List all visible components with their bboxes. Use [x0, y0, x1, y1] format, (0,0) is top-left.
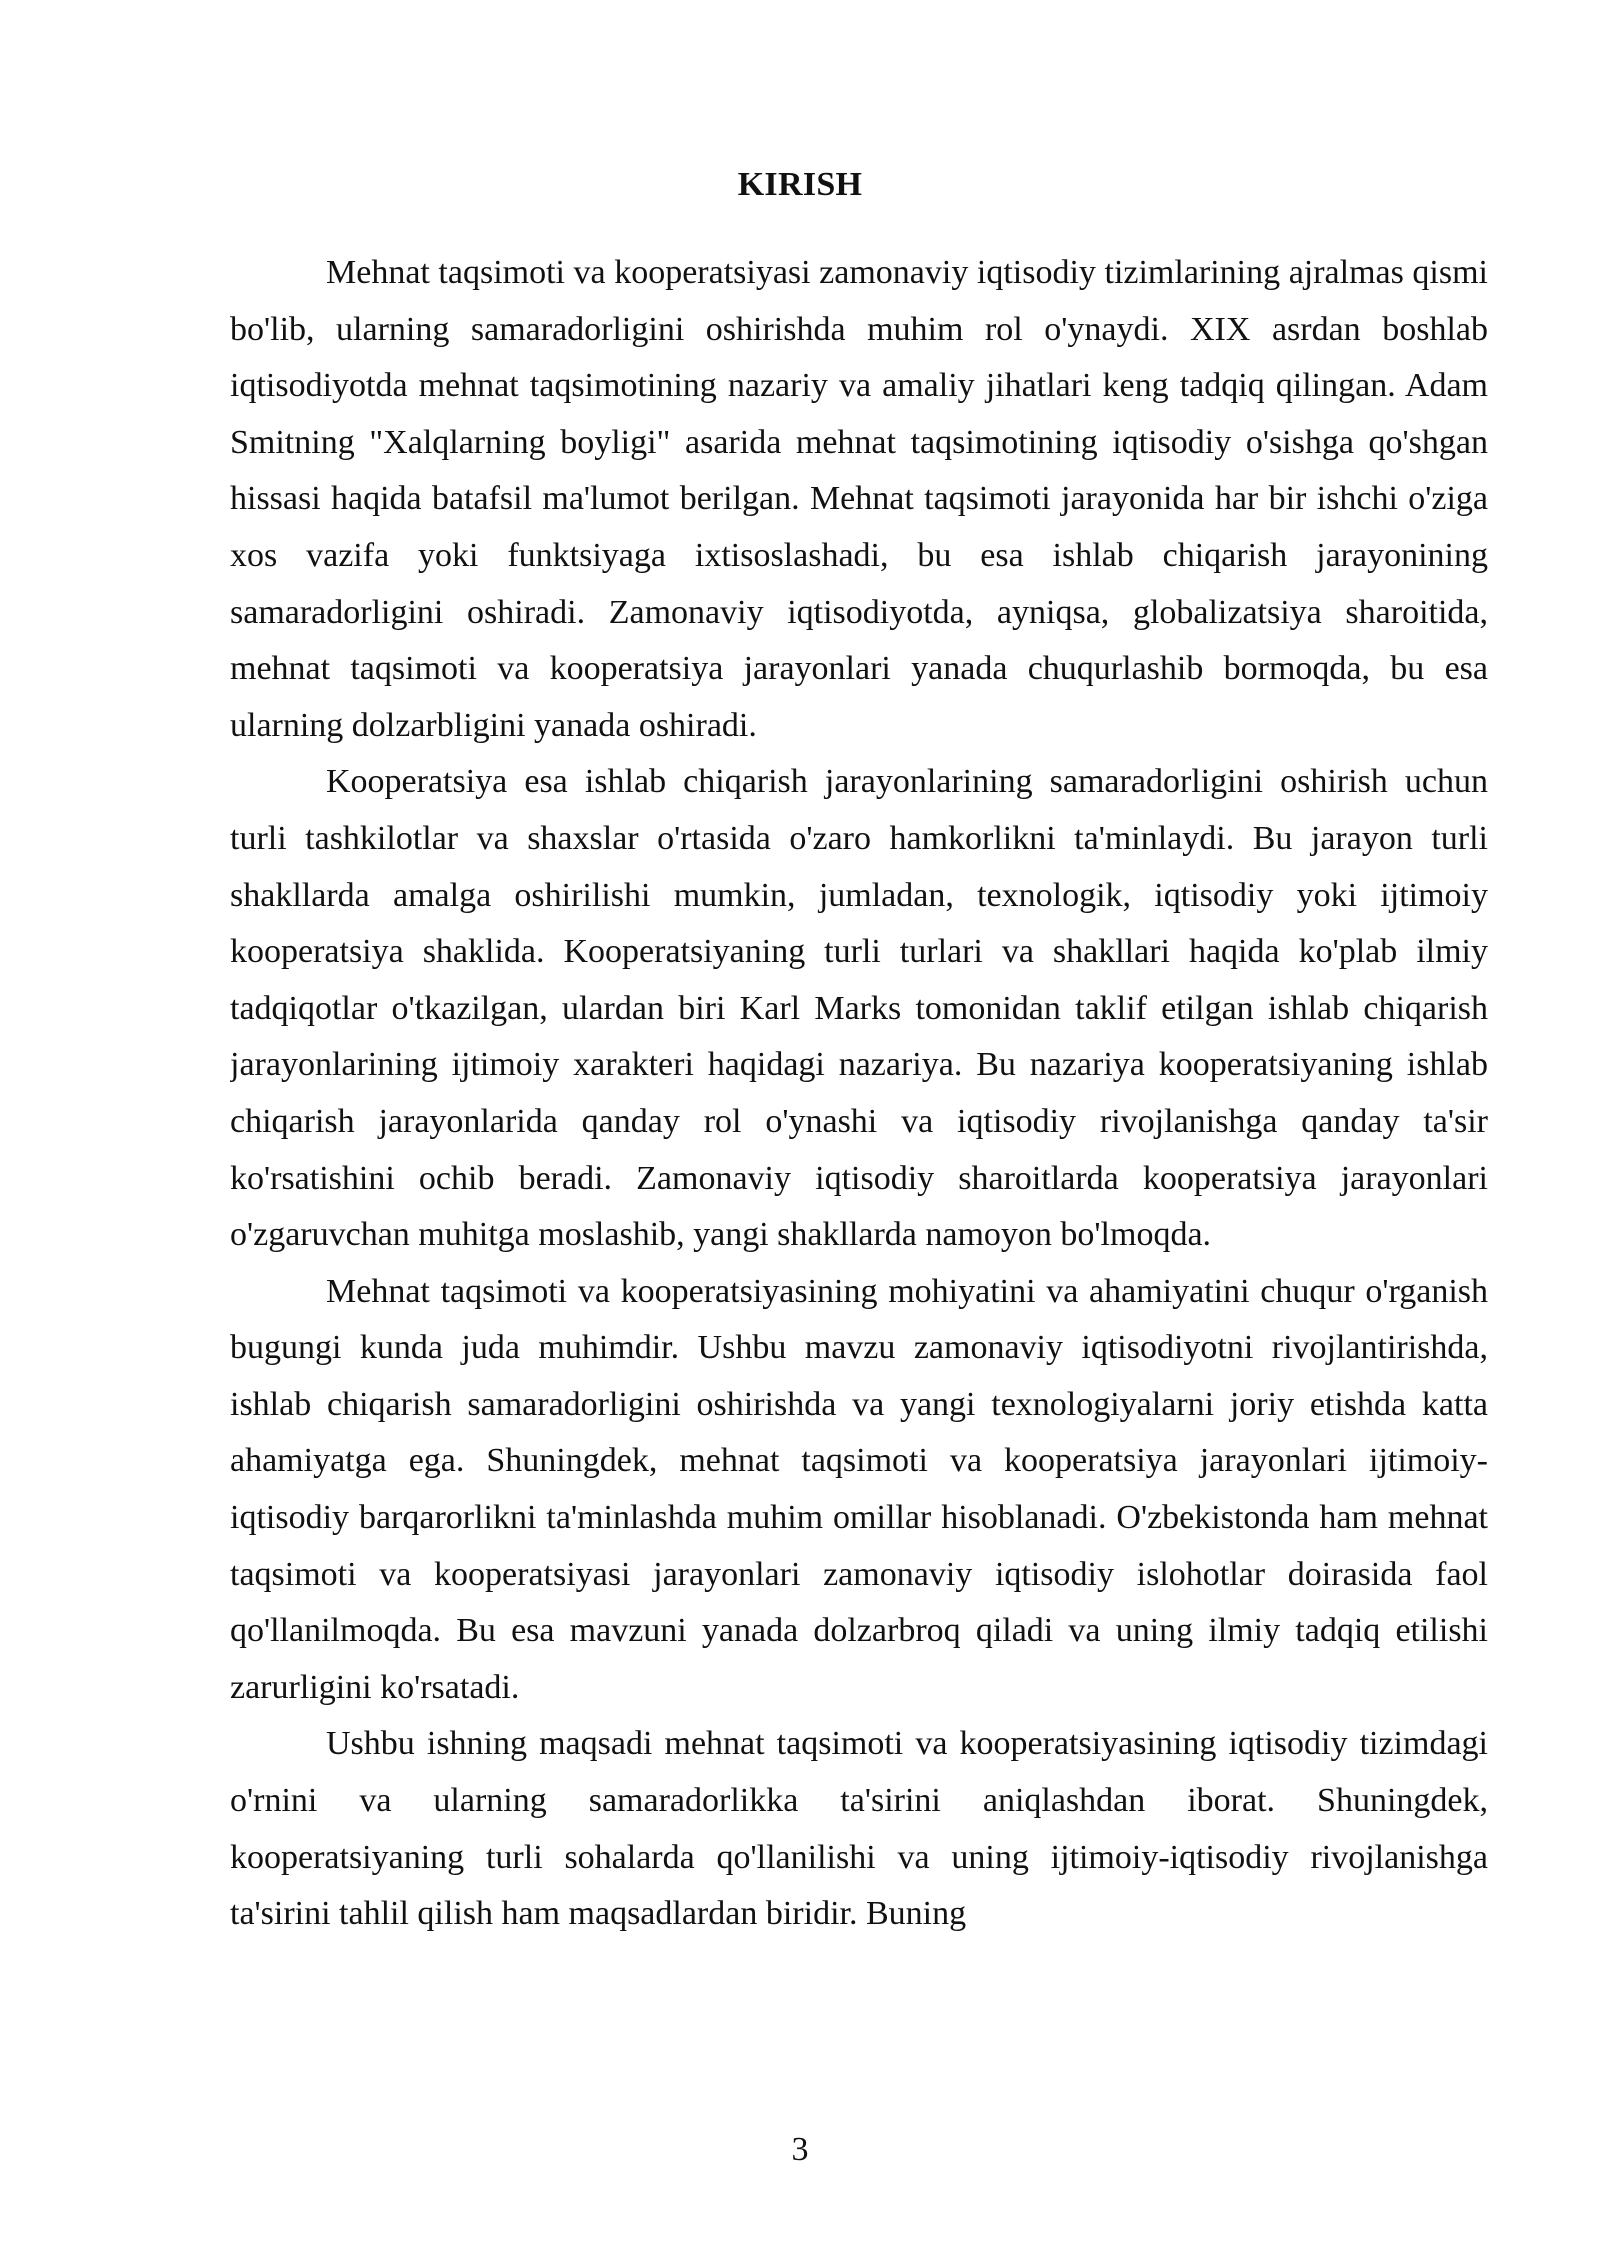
- paragraph-3: Mehnat taqsimoti va kooperatsiyasining mohiyatini va ahamiyatini chuqur o'rganish bugungi kunda juda muhimdir. Ushbu mavzu zamonaviy iqtisodiyotni rivojlantirishda, ishlab chiqarish samaradorligini oshirishda va yangi texnologiyalarni joriy etishda katta ahamiyatga ega. Shuningdek, mehnat taqsimoti va kooperatsiya jarayonlari ijtimoiy-iqtisodiy barqarorlikni ta'minlashda muhim omillar hisoblanadi. O'zbekistonda ham mehnat taqsimoti va kooperatsiyasi jarayonlari zamonaviy iqtisodiy islohotlar doirasida faol qo'llanilmoqda. Bu esa mavzuni yanada dolzarbroq qiladi va uning ilmiy tadqiq etilishi zarurligini ko'rsatadi.: [230, 1272, 1488, 1706]
- paragraph-4: Ushbu ishning maqsadi mehnat taqsimoti va kooperatsiyasining iqtisodiy tizimdagi o'rnini va ularning samaradorlikka ta'sirini aniqlashdan iborat. Shuningdek, kooperatsiyaning turli sohalarda qo'llanilishi va uning ijtimoiy-iqtisodiy rivojlanishga ta'sirini tahlil qilish ham maqsadlardan biridir. Buning: [230, 1725, 1488, 1933]
- page-number: 3: [791, 2131, 809, 2168]
- body-text: [230, 245, 1488, 2125]
- paragraph-2: Kooperatsiya esa ishlab chiqarish jarayonlarining samaradorligini oshirish uchun turli tashkilotlar va shaxslar o'rtasida o'zaro hamkorlikni ta'minlaydi. Bu jarayon turli shakllarda amalga oshirilishi mumkin, jumladan, texnologik, iqtisodiy yoki ijtimoiy kooperatsiya shaklida. Kooperatsiyaning turli turlari va shakllari haqida ko'plab ilmiy tadqiqotlar o'tkazilgan, ulardan biri Karl Marks tomonidan taklif etilgan ishlab chiqarish jarayonlarining ijtimoiy xarakteri haqidagi nazariya. Bu nazariya kooperatsiyaning ishlab chiqarish jarayonlarida qanday rol o'ynashi va iqtisodiy rivojlanishga qanday ta'sir ko'rsatishini ochib beradi. Zamonaviy iqtisodiy sharoitlarda kooperatsiya jarayonlari o'zgaruvchan muhitga moslashib, yangi shakllarda namoyon bo'lmoqda.: [230, 763, 1488, 1254]
- paragraph-1: Mehnat taqsimoti va kooperatsiyasi zamonaviy iqtisodiy tizimlarining ajralmas qismi bo'lib, ularning samaradorligini oshirishda muhim rol o'ynaydi. XIX asrdan boshlab iqtisodiyotda mehnat taqsimotining nazariy va amaliy jihatlari keng tadqiq qilingan. Adam Smitning "Xalqlarning boyligi" asarida mehnat taqsimotining iqtisodiy o'sishga qo'shgan hissasi haqida batafsil ma'lumot berilgan. Mehnat taqsimoti jarayonida har bir ishchi o'ziga xos vazifa yoki funktsiyaga ixtisoslashadi, bu esa ishlab chiqarish jarayonining samaradorligini oshiradi. Zamonaviy iqtisodiyotda, ayniqsa, globalizatsiya sharoitida, mehnat taqsimoti va kooperatsiya jarayonlari yanada chuqurlashib bormoqda, bu esa ularning dolzarbligini yanada oshiradi.: [230, 254, 1488, 744]
- page-title: KIRISH: [737, 166, 863, 203]
